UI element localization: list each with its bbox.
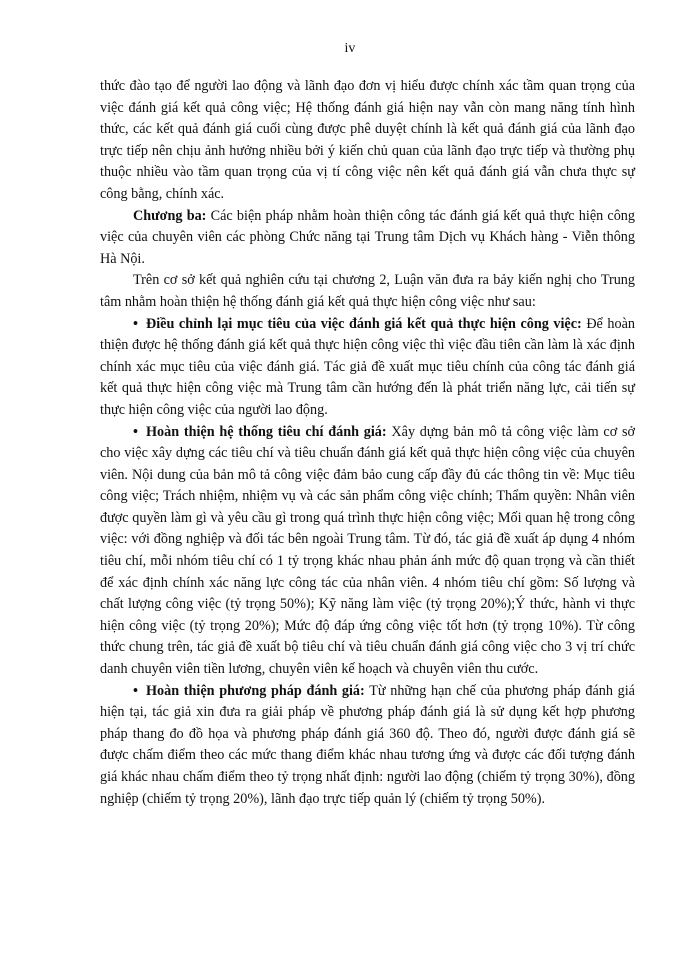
page-body	[100, 76, 635, 810]
bullet-method-text: Từ những hạn chế của phương pháp đánh giá hiện tại, tác giả xin đưa ra giải pháp về phương pháp đánh giá là sử dụng kết hợp phương pháp thang đo đồ họa và phương pháp đánh giá 360 độ. Theo đó, người được đánh giá sẽ được chấm điểm theo các mức thang điểm khác nhau tương ứng và được các đối tượng đánh giá khác nhau chấm điểm theo tỷ trọng nhất định: người lao động (chiếm tỷ trọng 30%), đồng nghiệp (chiếm tỷ trọng 20%), lãnh đạo trực tiếp quản lý (chiếm tỷ trọng 50%).	[100, 682, 635, 807]
bullet-criteria	[100, 422, 635, 681]
bullet-method	[100, 681, 635, 811]
bullet-icon: •	[133, 682, 138, 699]
bullet-objectives-text: Để hoàn thiện được hệ thống đánh giá kết quả thực hiện công việc thì việc đầu tiên cần làm là xác định chính xác mục tiêu của việc đánh giá. Tác giả đề xuất mục tiêu chính của công tác đánh giá kết quả thực hiện công việc mà Trung tâm cần hướng đến là phát triển năng lực, cải tiến sự thực hiện công việc của người lao động.	[100, 315, 635, 418]
paragraph-chapter-three	[100, 206, 635, 271]
bullet-objectives-label: Điều chỉnh lại mục tiêu của việc đánh giá kết quả thực hiện công việc:	[145, 315, 582, 332]
chapter-three-text: Các biện pháp nhằm hoàn thiện công tác đánh giá kết quả thực hiện công việc của chuyên viên các phòng Chức năng tại Trung tâm Dịch vụ Khách hàng - Viễn thông Hà Nội.	[100, 207, 635, 267]
bullet-criteria-label: Hoàn thiện hệ thống tiêu chí đánh giá:	[145, 423, 387, 440]
paragraph-continuation: thức đào tạo để người lao động và lãnh đạo đơn vị hiểu được chính xác tầm quan trọng của việc đánh giá kết quả công việc; Hệ thống đánh giá hiện nay vẫn còn mang năng tính hình thức, các kết quả đánh giá cuối cùng được phê duyệt chính là kết quả đánh giá của lãnh đạo trực tiếp nên chịu ảnh hưởng nhiều bởi ý kiến chủ quan của lãnh đạo trực tiếp và thường phụ thuộc nhiều vào tầm quan trọng của vị tí công việc nên kết quả đánh giá vẫn chưa thực sự công bằng, chính xác.	[100, 78, 635, 202]
bullet-icon: •	[133, 423, 138, 440]
paragraph-recommendations-intro: Trên cơ sở kết quả nghiên cứu tại chương 2, Luận văn đưa ra bảy kiến nghị cho Trung tâm nhằm hoàn thiện hệ thống đánh giá kết quả thực hiện công việc như sau:	[100, 272, 635, 310]
chapter-three-label: Chương ba:	[133, 207, 207, 224]
bullet-criteria-text: Xây dựng bản mô tả công việc làm cơ sở cho việc xây dựng các tiêu chí và tiêu chuẩn đánh giá kết quả thực hiện công việc của chuyên viên. Nội dung của bản mô tả công việc đảm bảo cung cấp đầy đủ các thông tin về: Mục tiêu công việc; Trách nhiệm, nhiệm vụ và các sản phẩm công việc chính; Thẩm quyền: Nhân viên được quyền làm gì và yêu cầu gì trong quá trình thực hiện công việc; Mối quan hệ trong công việc: với đồng nghiệp và đối tác bên ngoài Trung tâm. Từ đó, tác giả đề xuất áp dụng 4 nhóm tiêu chí, mỗi nhóm tiêu chí có 1 tỷ trọng khác nhau phản ánh mức độ quan trọng và cần thiết để xác định chính xác năng lực công tác của nhân viên. 4 nhóm tiêu chí gồm: Số lượng và chất lượng công việc (tỷ trọng 50%); Kỹ năng làm việc (tỷ trọng 20%);Ý thức, hành vi thực hiện công việc (tỷ trọng 20%); Mức độ đáp ứng công việc tốt hơn (tỷ trọng 10%). Từ công thức chung trên, tác giả đề xuất bộ tiêu chí và tiêu chuẩn đánh giá công việc cho 3 vị trí chức danh chuyên viên tiền lương, chuyên viên kế hoạch và chuyên viên thu cước.	[100, 423, 636, 678]
bullet-objectives	[100, 314, 635, 422]
bullet-method-label: Hoàn thiện phương pháp đánh giá:	[145, 682, 365, 699]
page-number: iv	[344, 41, 356, 56]
bullet-icon: •	[133, 315, 138, 332]
